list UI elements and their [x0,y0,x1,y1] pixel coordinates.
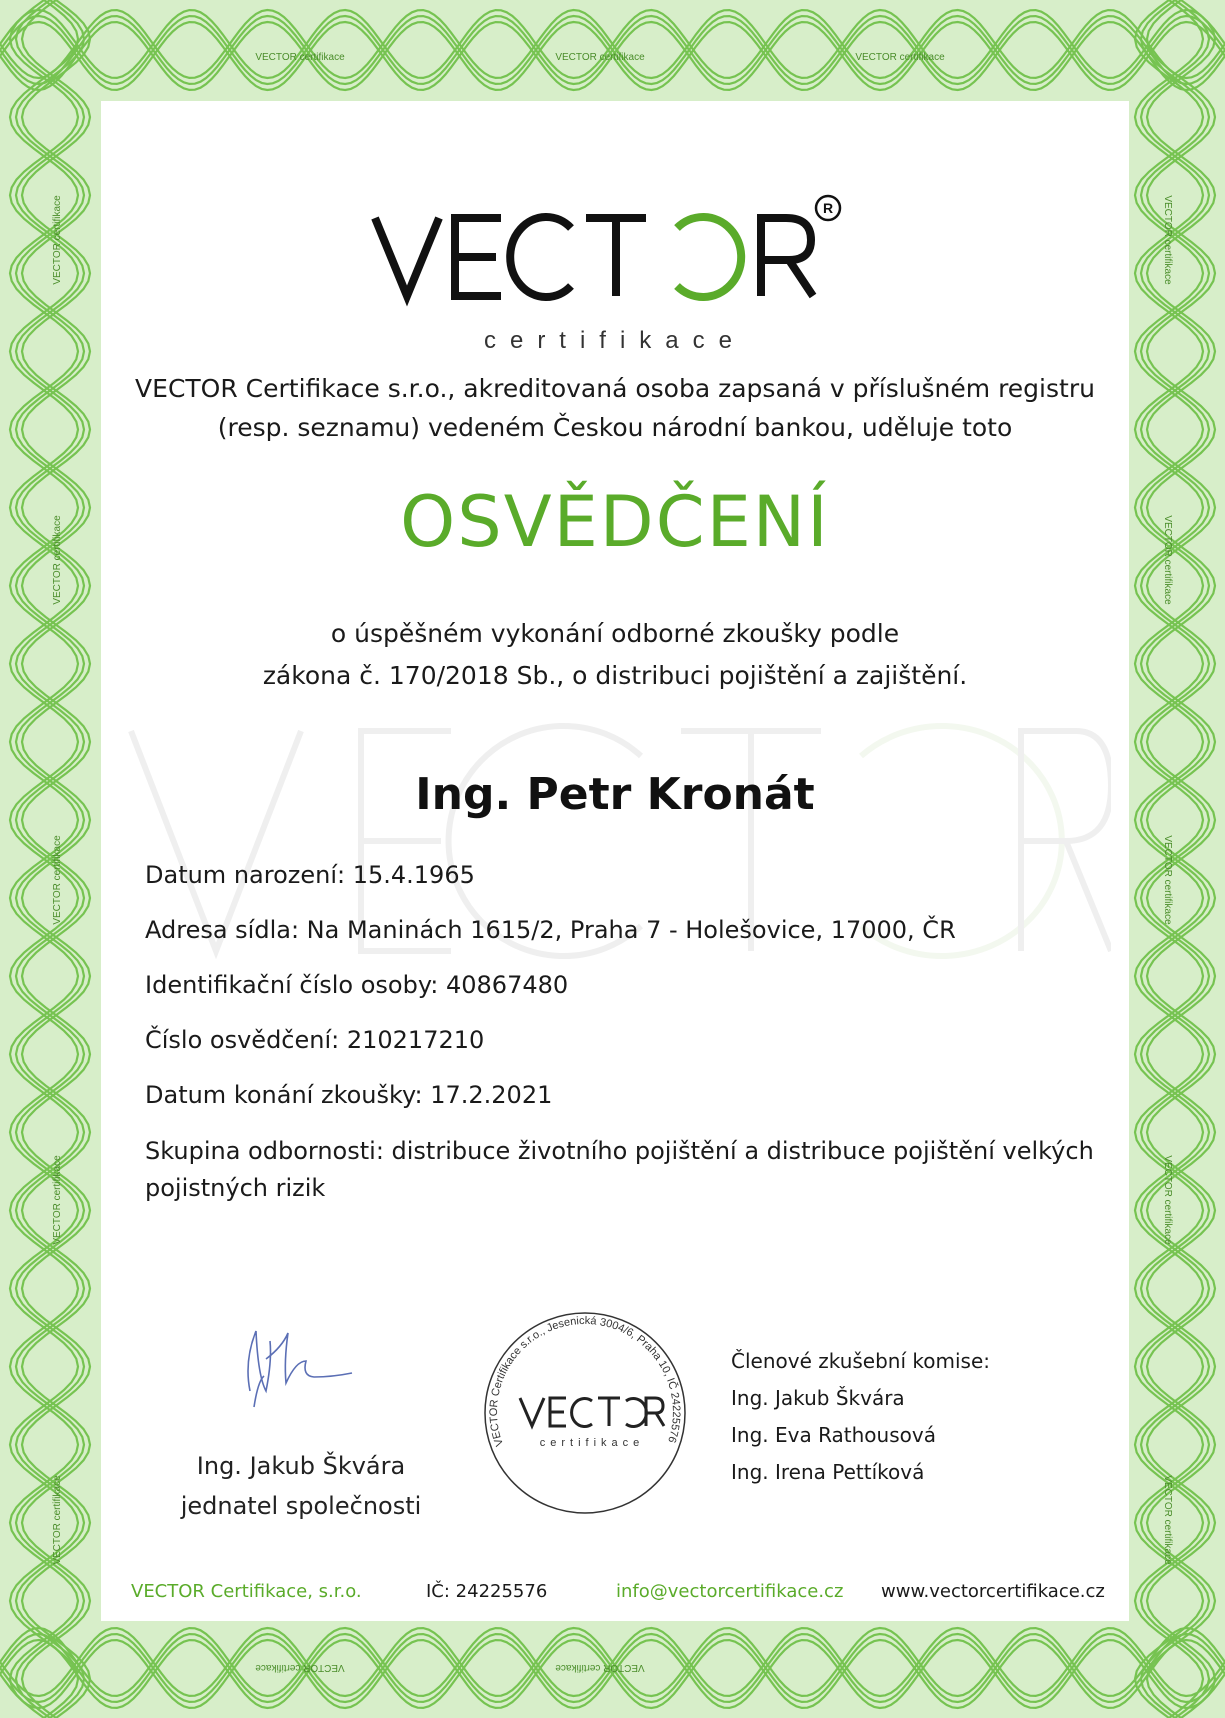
frame-label: VECTOR certifikace [1162,195,1173,285]
committee-member: Ing. Irena Pettíková [731,1460,925,1484]
holder-details [145,858,1095,1207]
signature-block [141,1321,461,1541]
signatory-text [141,1446,461,1526]
frame-label: VECTOR certifikace [1162,1155,1173,1245]
handwritten-signature [236,1321,366,1421]
committee-member: Ing. Eva Rathousová [731,1423,936,1447]
frame-label: VECTOR certifikace [855,52,945,63]
frame-label: VECTOR certifikace [255,1662,345,1673]
committee-heading: Členové zkušební komise: [731,1349,990,1373]
holder-name: Ing. Petr Kronát [415,769,815,820]
exam-committee [731,1343,990,1491]
frame-label: VECTOR certifikace [52,1155,63,1245]
footer-email[interactable]: info@vectorcertifikace.cz [616,1581,844,1602]
certificate-title: OSVĚDČENÍ [400,481,830,563]
committee-member: Ing. Jakub Škvára [731,1386,905,1410]
subtitle-line-2: zákona č. 170/2018 Sb., o distribuci pojištění a zajištění. [262,661,968,690]
certificate-number: Číslo osvědčení: 210217210 [145,1026,485,1054]
footer-ico: IČ: 24225576 [426,1581,548,1602]
signatory-name: Ing. Jakub Škvára [196,1452,406,1480]
birth-date: Datum narození: 15.4.1965 [145,861,475,889]
frame-label: VECTOR certifikace [1162,1475,1173,1565]
frame-label: VECTOR certifikace [555,52,645,63]
logo-subtitle: certifikace [483,327,747,354]
exam-date: Datum konání zkoušky: 17.2.2021 [145,1081,553,1109]
frame-label: VECTOR certifikace [52,1475,63,1565]
svg-text:VECTOR Certifikace s.r.o., Jes: VECTOR Certifikace s.r.o., Jesenická 3004/6, Praha 10, IČ 24225576 [487,1314,683,1448]
frame-label: VECTOR certifikace [1162,835,1173,925]
signatory-role: jednatel společnosti [180,1492,422,1520]
frame-label: VECTOR certifikace [555,1662,645,1673]
subtitle-line-1: o úspěšném vykonání odborné zkoušky podle [330,619,900,648]
frame-label: VECTOR certifikace [52,515,63,605]
certificate-content-area [101,101,1129,1621]
intro-line-1: VECTOR Certifikace s.r.o., akreditovaná osoba zapsaná v příslušném registru [135,374,1095,403]
address: Adresa sídla: Na Maninách 1615/2, Praha 7 - Holešovice, 17000, ČR [145,916,956,944]
intro-line-2: (resp. seznamu) vedeném Českou národní bankou, uděluje toto [217,413,1013,442]
certificate-footer [101,1581,1129,1611]
frame-label: VECTOR certifikace [255,52,345,63]
certificate-subtitle [101,613,1129,697]
logo-vector-mark [375,196,840,297]
vector-logo [101,156,1129,386]
registered-mark: R [822,200,834,216]
expertise-group: Skupina odbornosti: distribuce životního pojištění a distribuce pojištění velkých pojistných rizik [145,1137,1094,1202]
frame-label: VECTOR certifikace [52,195,63,285]
company-seal [480,1308,690,1518]
frame-label: VECTOR certifikace [1162,515,1173,605]
seal-subtitle: certifikace [539,1437,645,1449]
intro-text [101,369,1129,447]
frame-label: VECTOR certifikace [52,835,63,925]
footer-website[interactable]: www.vectorcertifikace.cz [881,1581,1105,1602]
id-number: Identifikační číslo osoby: 40867480 [145,971,569,999]
footer-company: VECTOR Certifikace, s.r.o. [131,1581,362,1602]
